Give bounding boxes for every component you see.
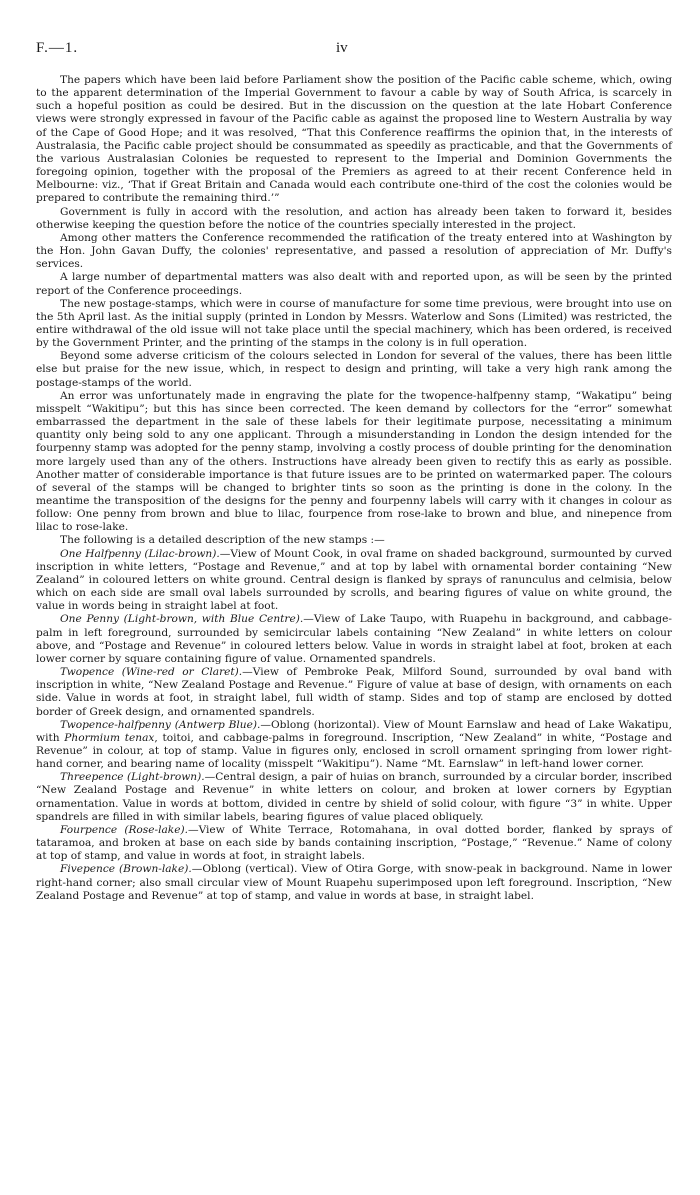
paragraph-error: An error was unfortunately made in engraving the plate for the twopence-halfpenny stamp, “Wakatipu” being misspelt “Wakitipu”; but this has since been corrected. The keen demand by collectors for the “error” somewhat embarrassed the department in the sale of these labels for their legitimate purpose, necessitating a minimum quantity only being sold to any one applicant. Through a misunderstanding in London the design intended for the fourpenny stamp was adopted for the penny stamp, involving a costly process of double printing for the denomination more largely used than any of the others. Instructions have already been given to rectify this as early as possible. Another matter of considerable importance is that future issues are to be printed on watermarked paper. The colours of several of the stamps will be changed to brighter tints so soon as the printing is done in the colony. In the meantime the transposition of the designs for the penny and fourpenny labels will carry with it changes in colour as follow: One penny from brown and blue to lilac, fourpence from rose-lake to brown and blue, and ninepence from lilac to rose-lake. — [36, 389, 672, 534]
stamp-fivepence — [36, 863, 672, 902]
page-code: F.—1. — [36, 40, 79, 56]
stamp-fourpence-text: —View of White Terrace, Rotomahana, in oval dotted border, flanked by sprays of tataramoa, and broken at base on each side by bands containing inscription, “Postage,” “Revenue.” Name of colony at top of stamp, and value in words at foot, in straight labels. — [36, 823, 672, 863]
page-header — [36, 40, 672, 74]
stamp-twopence-text: —View of Pembroke Peak, Milford Sound, surrounded by oval band with inscription in white, “New Zealand Postage and Revenue.” Figure of value at base of design, with ornaments on each side. Value in words at foot, in straight label, full width of stamp. Sides and top of stamp are enclosed by dotted border of Greek design, and ornamented spandrels. — [36, 666, 673, 718]
paragraph-departmental: A large number of departmental matters was also dealt with and reported upon, as will be seen by the printed report of the Conference proceedings. — [36, 271, 672, 297]
stamp-threepence-text: —Central design, a pair of huias on branch, surrounded by a circular border, inscribed “New Zealand Postage and Revenue” in white letters on colour, and broken at lower corners by Egyptian ornamentation. Value in words at bottom, divided in centre by shield of solid colour, with figure “3” in white. Upper spandrels are filled in with similar labels, bearing figures of value placed obliquely. — [36, 771, 673, 823]
stamp-twopence-halfpenny-species: Phormium tenax — [64, 731, 155, 744]
stamp-fivepence-title: Fivepence (Brown-lake). — [60, 863, 192, 876]
stamp-halfpenny — [36, 548, 672, 614]
paragraph-following: The following is a detailed description of the new stamps :— — [60, 534, 385, 547]
paragraph-government-accord: Government is fully in accord with the resolution, and action has already been taken to forward it, besides otherwise keeping the question before the notice of the countries specially interested in the project. — [36, 205, 672, 231]
stamp-fivepence-text: —Oblong (vertical). View of Otira Gorge, with snow-peak in background. Name in lower right-hand corner; also small circular view of Mount Ruapehu superimposed upon left foreground. Inscription, “New Zealand Postage and Revenue” at top of stamp, and value in words at base, in straight label. — [36, 863, 672, 902]
paragraph-new-stamps: The new postage-stamps, which were in course of manufacture for some time previous, were brought into use on the 5th April last. As the initial supply (printed in London by Messrs. Waterlow and Sons (Limited) was restricted, the entire withdrawal of the old issue will not take place until the special machinery, which has been ordered, is received by the Government Printer, and the printing of the stamps in the colony is in full operation. — [36, 297, 672, 350]
stamp-twopence-halfpenny — [36, 719, 672, 772]
paragraph-pacific-cable: The papers which have been laid before Parliament show the position of the Pacific cable scheme, which, owing to the apparent determination of the Imperial Government to favour a cable by way of South Africa, is scarcely in such a hopeful position as could be desired. But in the discussion on the question at the late Hobart Conference views were strongly expressed in favour of the Pacific cable as against the proposed line to Western Australia by way of the Cape of Good Hope; and it was resolved, “That this Conference reaffirms the opinion that, in the interests of Australasia, the Pacific cable project should be consummated as speedily as practicable, and that the Governments of the various Australasian Colonies be requested to represent to the Imperial and Dominion Governments the foregoing opinion, together with the proposal of the Premiers as agreed to at their recent Conference held in Melbourne: viz., ‘That if Great Britain and Canada would each contribute one-third of the cost the colonies would be prepared to contribute the remaining third.’” — [36, 74, 672, 205]
stamp-penny-title: One Penny (Light-brown, with Blue Centre). — [60, 613, 304, 626]
stamp-penny-text: —View of Lake Taupo, with Ruapehu in background, and cabbage-palm in left foreground, surrounded by semicircular labels containing “New Zealand” in white letters on colour above, and “Postage and Revenue” in coloured letters below. Value in words in straight label at foot, broken at each lower corner by square containing figure of value. Ornamented spandrels. — [36, 613, 672, 665]
stamp-threepence-title: Threepence (Light-brown). — [60, 771, 205, 784]
stamp-twopence-halfpenny-title: Twopence-halfpenny (Antwerp Blue). — [60, 718, 261, 731]
stamp-penny — [36, 613, 672, 666]
body-text — [36, 74, 672, 903]
stamp-twopence — [36, 666, 672, 719]
paragraph-criticism: Beyond some adverse criticism of the colours selected in London for several of the values, there has been little else but praise for the new issue, which, in respect to design and printing, will take a very high rank among the postage-stamps of the world. — [36, 350, 672, 389]
stamp-twopence-halfpenny-text-1: —Oblong (horizontal). View of Mount Earnslaw and head of Lake Wakatipu, with — [36, 718, 672, 744]
page-number: iv — [336, 40, 348, 56]
paragraph-treaty: Among other matters the Conference recommended the ratification of the treaty entered into at Washington by the Hon. John Gavan Duffy, the colonies' representative, and passed a resolution of appreciation of Mr. Duffy's services. — [36, 231, 672, 271]
stamp-threepence — [36, 771, 672, 824]
stamp-twopence-title: Twopence (Wine-red or Claret). — [60, 666, 243, 679]
stamp-halfpenny-title: One Halfpenny (Lilac-brown). — [60, 547, 220, 560]
stamp-halfpenny-text: —View of Mount Cook, in oval frame on shaded background, surmounted by curved inscription in white letters, “Postage and Revenue,” and at top by label with ornamental border containing “New Zealand” in coloured letters on white ground. Central design is flanked by sprays of ranunculus and celmisia, below which on each side are small oval labels surrounded by scrolls, and bearing figures of value on white ground, the value in words being in straight label at foot. — [36, 547, 672, 613]
stamp-fourpence — [36, 824, 672, 863]
stamp-twopence-halfpenny-text-2: , toitoi, and cabbage-palms in foreground. Inscription, “New Zealand” in white, “Postage and Revenue” in colour, at top of stamp. Value in figures only, enclosed in scroll ornament springing from lower right-hand corner, and bearing name of locality (misspelt “Wakitipu”). Name “Mt. Earnslaw” in left-hand lower corner. — [36, 731, 673, 771]
stamp-fourpence-title: Fourpence (Rose-lake). — [60, 823, 188, 836]
